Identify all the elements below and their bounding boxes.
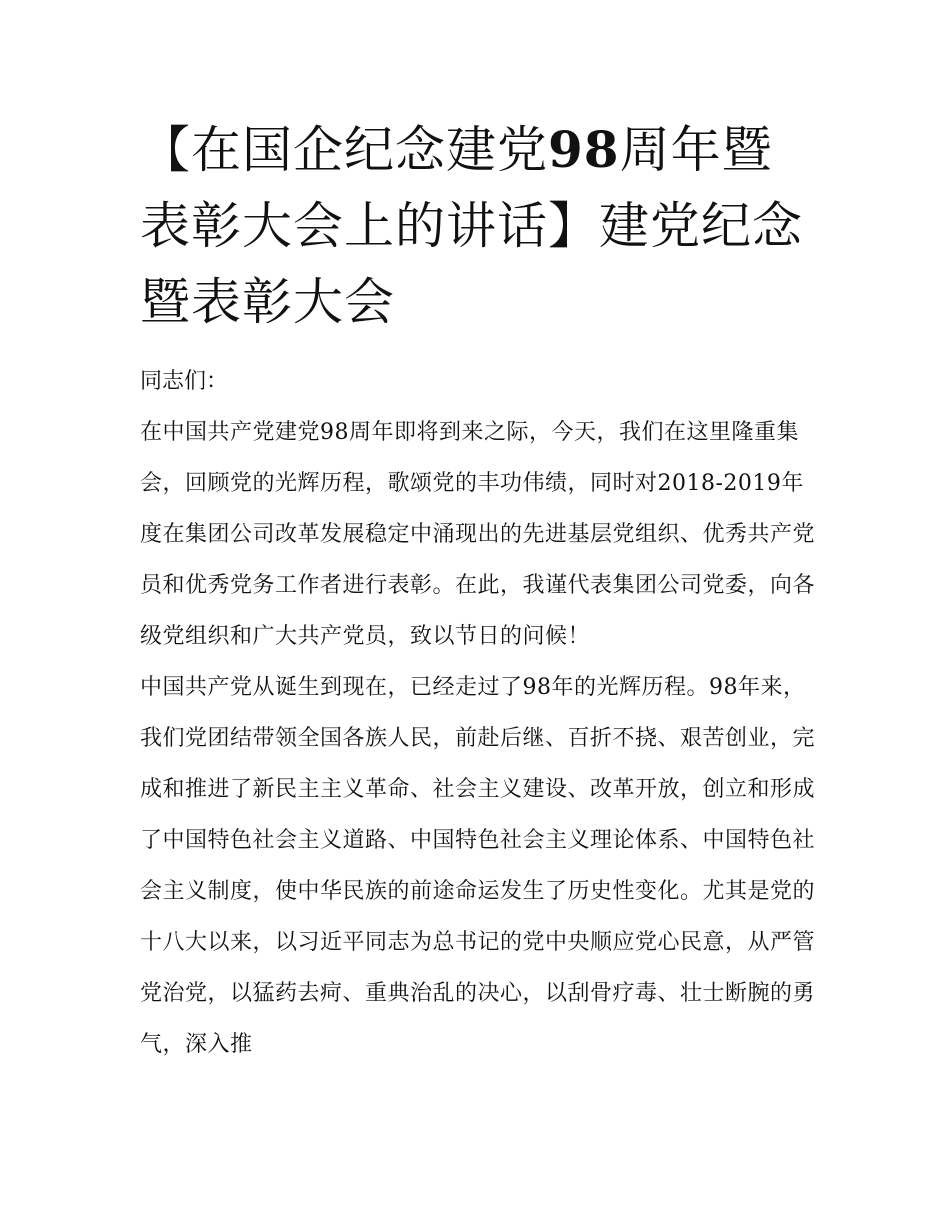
title-text-1: 【在国企纪念建党 xyxy=(140,121,548,179)
title-number: 98 xyxy=(548,120,620,179)
paragraph-2: 中国共产党从诞生到现在，已经走过了98年的光辉历程。98年来，我们党团结带领全国各族人民，前赴后继、百折不挠、艰苦创业，完成和推进了新民主主义革命、社会主义建设、改革开放，创立和形成了中国特色社会主义道路、中国特色社会主义理论体系、中国特色社会主义制度，使中华民族的前途命运发生了历史性变化。尤其是党的十八大以来，以习近平同志为总书记的党中央顺应党心民意，从严管党治党，以猛药去疴、重典治乱的决心，以刮骨疗毒、壮士断腕的勇气，深入推 xyxy=(140,675,816,1057)
document-page xyxy=(140,112,816,1070)
title-text-2: 周年暨表彰大会上的讲话】建党纪念暨表彰大会 xyxy=(140,121,803,331)
salutation: 同志们： xyxy=(140,369,229,394)
document-title xyxy=(140,112,816,340)
paragraph-1: 在中国共产党建党98周年即将到来之际，今天，我们在这里隆重集会，回顾党的光辉历程，歌颂党的丰功伟绩，同时对2018-2019年度在集团公司改革发展稳定中涌现出的先进基层党组织、优秀共产党员和优秀党务工作者进行表彰。在此，我谨代表集团公司党委，向各级党组织和广大共产党员，致以节日的问候！ xyxy=(140,420,816,649)
